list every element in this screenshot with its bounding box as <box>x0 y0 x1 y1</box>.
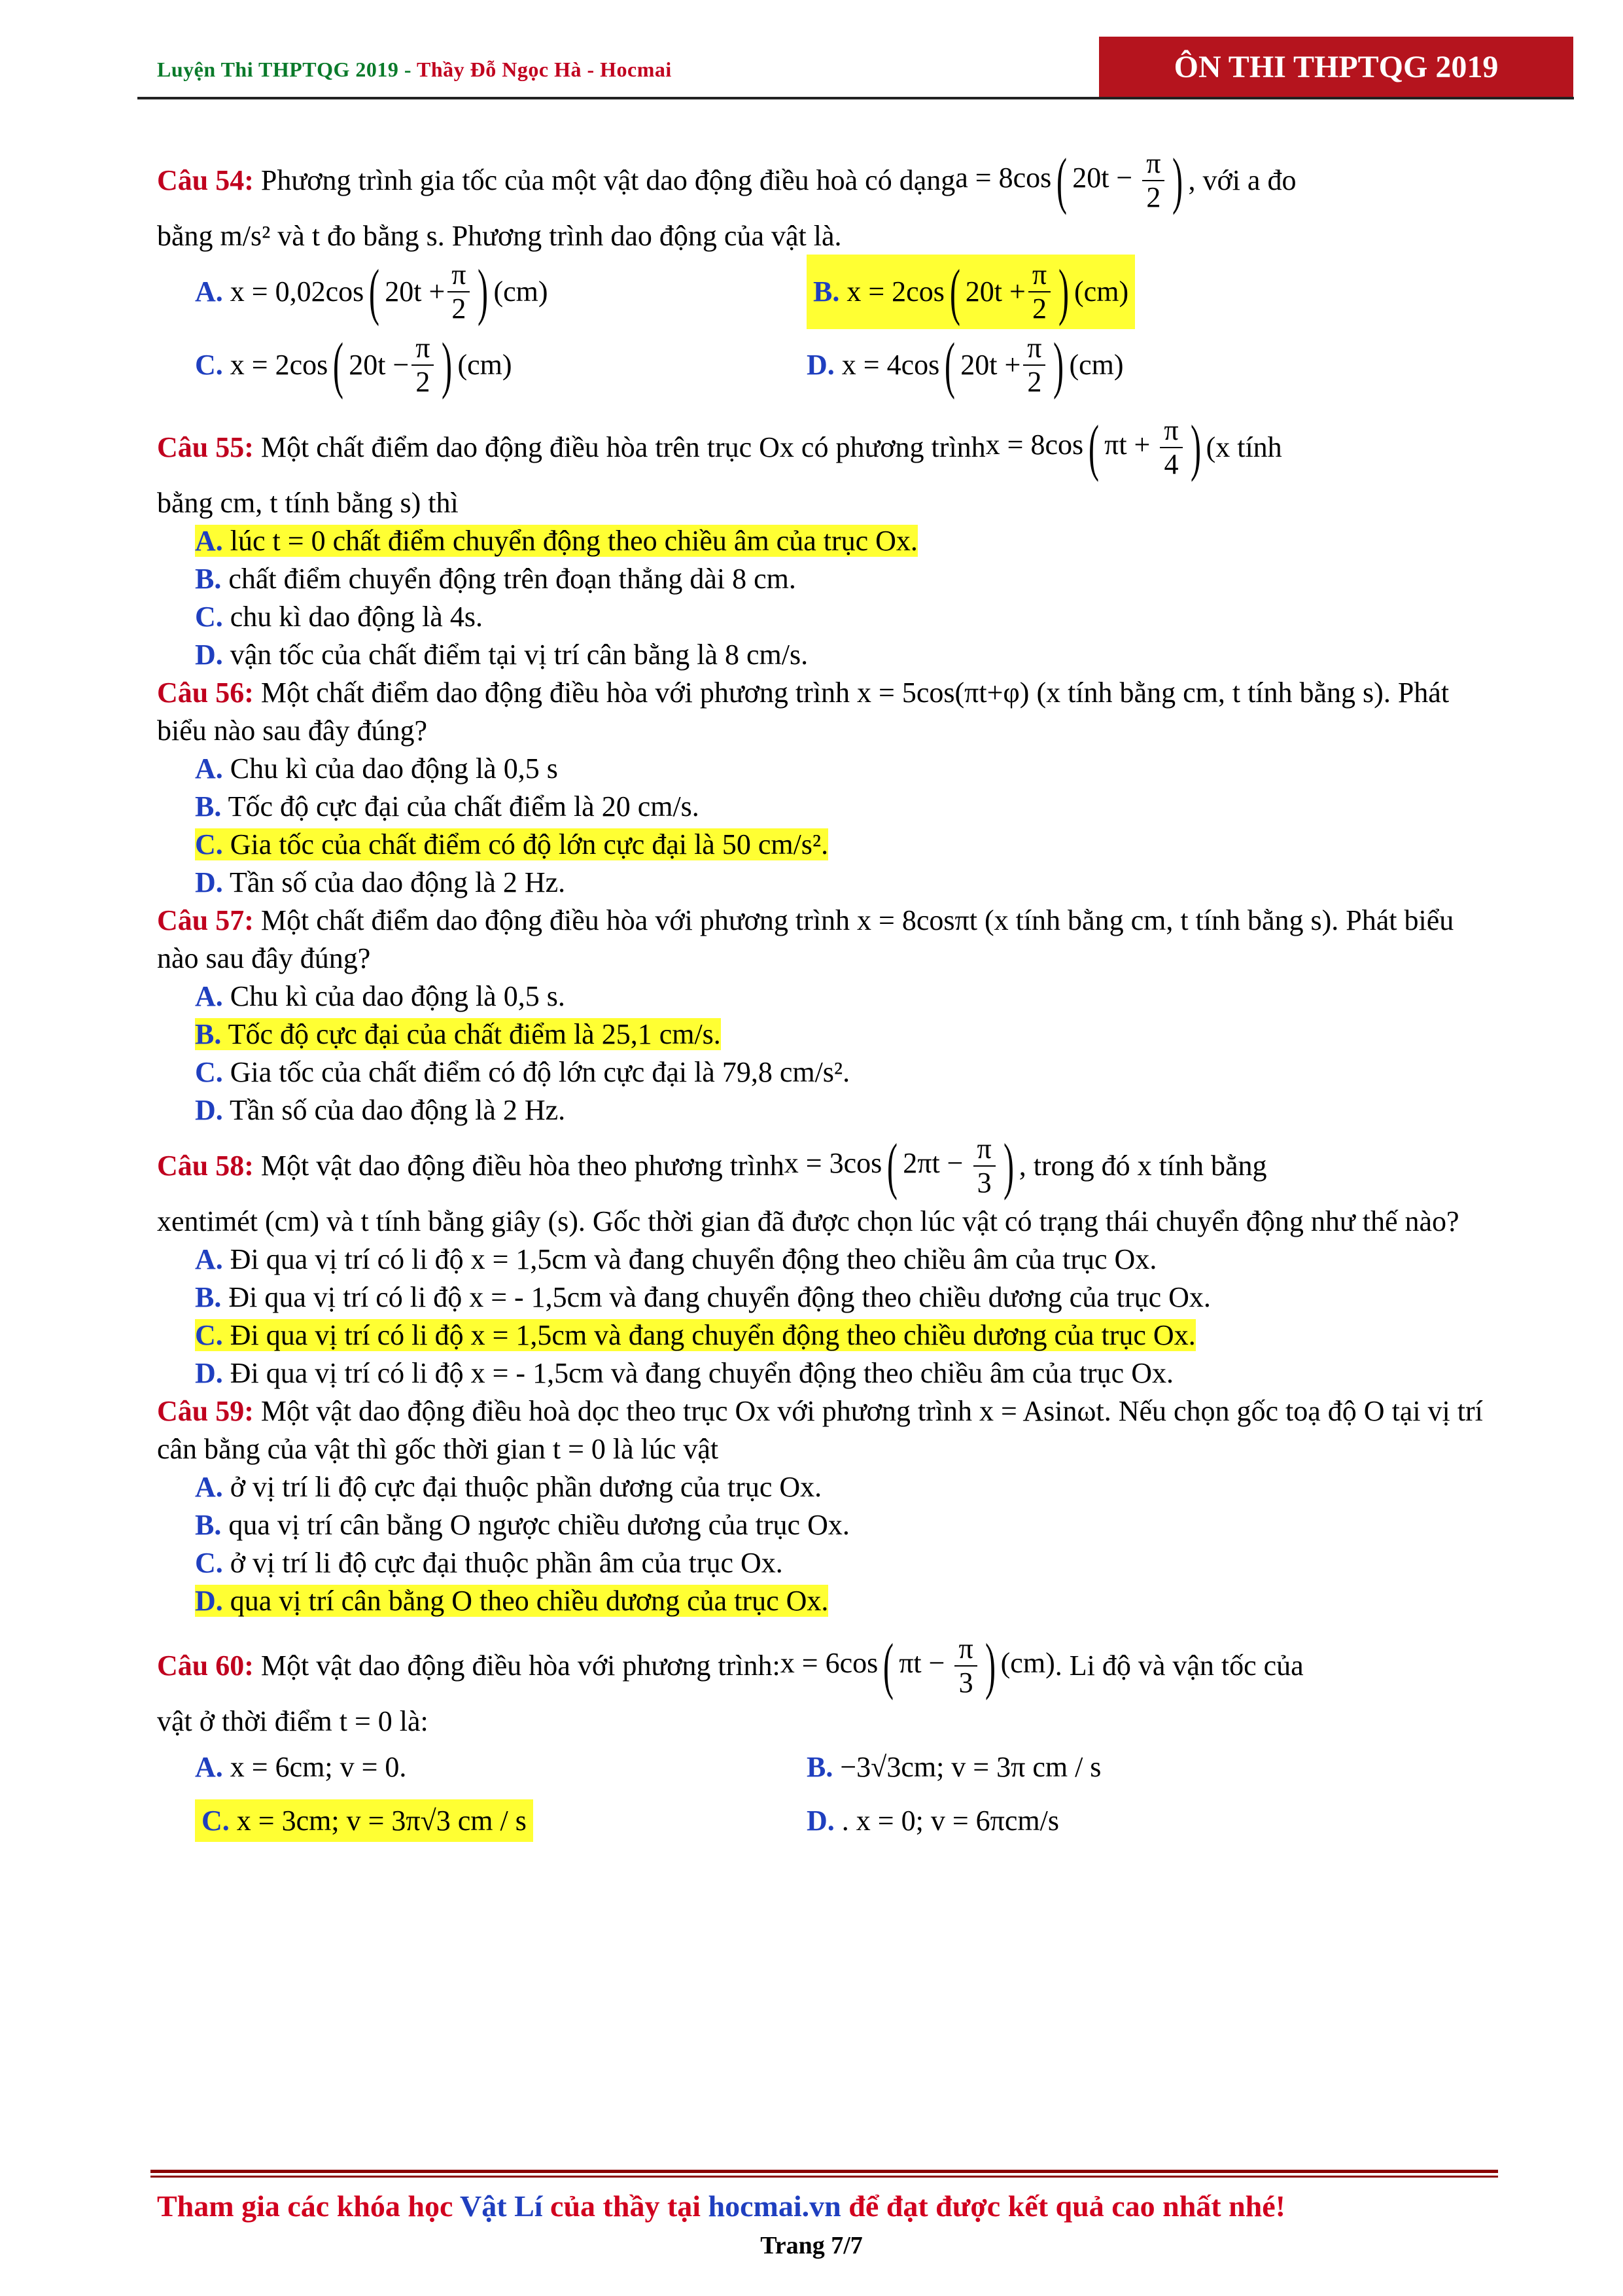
option-d <box>195 1582 1498 1620</box>
question-text-line2: vật ở thời điểm t = 0 là: <box>157 1705 428 1737</box>
option-label: C. <box>195 1547 223 1579</box>
option-label: C. <box>195 1319 223 1351</box>
option-text: Đi qua vị trí có li độ x = - 1,5cm và đang chuyển động theo chiều dương của trục Ox. <box>221 1281 1211 1313</box>
option-label: A. <box>195 980 223 1012</box>
option-label: D. <box>195 639 223 671</box>
fraction-num: π <box>1142 147 1164 181</box>
option-text: chu kì dao động là 4s. <box>222 601 483 633</box>
header-left <box>157 58 672 82</box>
fraction <box>447 258 470 325</box>
eq-part: 2πt − <box>903 1147 971 1180</box>
eq-part: x = 3cos <box>784 1147 882 1180</box>
fraction-num: π <box>1023 332 1045 366</box>
paren-open: ( <box>887 1131 898 1201</box>
eq-part: 20t + <box>965 275 1026 308</box>
paren-close: ) <box>1172 145 1183 215</box>
paren-open: ( <box>1089 412 1100 482</box>
option-label: D. <box>807 349 835 381</box>
fraction <box>411 332 434 398</box>
fraction-num: π <box>954 1633 977 1667</box>
question-59 <box>157 1392 1498 1468</box>
eq-part: 20t + <box>385 275 445 308</box>
question-56 <box>157 674 1498 750</box>
option-text: ở vị trí li độ cực đại thuộc phần âm của trục Ox. <box>222 1547 783 1579</box>
option-a <box>195 522 1498 560</box>
option-text: Đi qua vị trí có li độ x = 1,5cm và đang chuyển động theo chiều âm của trục Ox. <box>222 1243 1157 1275</box>
paren-open: ( <box>1056 145 1068 215</box>
option-label: D. <box>195 1357 223 1389</box>
option-b <box>195 1016 1498 1053</box>
header-divider <box>137 97 1574 99</box>
header-teacher: Thầy Đỗ Ngọc Hà <box>417 58 582 81</box>
option-text: Chu kì của dao động là 0,5 s <box>222 752 558 785</box>
option-label: B. <box>195 1509 222 1541</box>
eq-part: x = 0,02cos <box>230 275 364 308</box>
option-label: A. <box>195 1471 223 1503</box>
option-c <box>195 328 807 402</box>
footer-text: của thầy tại <box>542 2189 708 2223</box>
paren-close: ) <box>478 256 489 327</box>
option-text: Tốc độ cực đại của chất điểm là 25,1 cm/s. <box>221 1018 721 1050</box>
fraction-den: 2 <box>1027 366 1042 398</box>
eq-part: (cm) <box>1074 275 1129 308</box>
footer-link[interactable]: hocmai.vn <box>708 2189 841 2223</box>
question-text-tail: . Li độ và vận tốc của <box>1055 1650 1304 1682</box>
eq-part: 20t − <box>349 349 410 381</box>
option-text: x = 3cm; v = 3π√3 cm / s <box>229 1805 527 1837</box>
fraction-num: π <box>1160 414 1182 448</box>
question-label: Câu 55: <box>157 431 254 463</box>
footer-divider <box>150 2176 1498 2178</box>
option-label: A. <box>195 752 223 785</box>
question-text-tail: , trong đó x tính bằng <box>1019 1150 1267 1182</box>
eq-part: x = 4cos <box>841 349 940 381</box>
fraction-num: π <box>1028 258 1051 292</box>
question-label: Câu 58: <box>157 1150 254 1182</box>
eq-part: a = 8cos <box>955 162 1052 194</box>
option-a <box>195 1468 1498 1506</box>
header-site: - Hocmai <box>581 58 672 81</box>
paren-open: ( <box>883 1631 894 1701</box>
paren-close: ) <box>1053 330 1064 400</box>
question-60 <box>157 1629 1498 1703</box>
option-label: A. <box>195 1243 223 1275</box>
page-number: Trang 7/7 <box>760 2232 863 2259</box>
fraction-num: π <box>411 332 434 366</box>
option-b <box>807 255 1418 328</box>
option-text: . x = 0; v = 6πcm/s <box>834 1805 1059 1837</box>
question-text-tail: , với a đo <box>1188 164 1297 196</box>
question-text-line2: bằng cm, t tính bằng s) thì <box>157 487 459 519</box>
question-text: Một chất điểm dao động điều hòa với phương trình x = 5cos(πt+φ) (x tính bằng cm, t tính bằng s). Phát biểu nào sau đây đúng? <box>157 677 1450 747</box>
question-54 <box>157 144 1498 217</box>
fraction-num: π <box>973 1133 996 1167</box>
fraction-den: 2 <box>1146 181 1161 213</box>
paren-open: ( <box>369 256 380 327</box>
option-label: C. <box>195 828 223 860</box>
option-text: x = 6cm; v = 0. <box>222 1751 407 1783</box>
eq-part: πt − <box>899 1647 952 1680</box>
eq-part: x = 6cos <box>780 1647 879 1680</box>
option-d <box>195 1354 1498 1392</box>
option-d <box>195 1091 1498 1129</box>
option-label: B. <box>195 1281 222 1313</box>
fraction-den: 2 <box>415 366 430 398</box>
option-text: chất điểm chuyển động trên đoạn thẳng dài 8 cm. <box>221 563 796 595</box>
question-55 <box>157 411 1498 484</box>
question-list <box>157 144 1498 1840</box>
question-text: Một vật dao động điều hòa theo phương trình <box>253 1150 784 1182</box>
question-text-line2: bằng m/s² và t đo bằng s. Phương trình dao động của vật là. <box>157 220 842 252</box>
fraction <box>1160 414 1182 481</box>
option-b <box>195 1279 1498 1316</box>
option-label: A. <box>195 1751 223 1783</box>
option-c <box>195 1544 1498 1582</box>
question-label: Câu 60: <box>157 1650 254 1682</box>
footer-subject: Vật Lí <box>460 2189 543 2223</box>
question-label: Câu 54: <box>157 164 254 196</box>
question-label: Câu 57: <box>157 904 254 936</box>
footer-text: Tham gia các khóa học <box>157 2189 461 2223</box>
option-label: A. <box>195 525 223 557</box>
option-label: B. <box>813 275 840 308</box>
header-course: Luyện Thi THPTQG 2019 - <box>157 58 417 81</box>
question-text: Một vật dao động điều hòa với phương trình: <box>253 1650 780 1682</box>
question-label: Câu 56: <box>157 677 254 709</box>
paren-open: ( <box>333 330 344 400</box>
option-label: D. <box>195 866 223 898</box>
option-d <box>807 1802 1418 1840</box>
option-label: D. <box>807 1805 835 1837</box>
option-text: Tần số của dao động là 2 Hz. <box>222 866 566 898</box>
equation <box>986 414 1206 481</box>
footer-divider <box>150 2170 1498 2173</box>
option-d <box>195 864 1498 902</box>
option-text: qua vị trí cân bằng O ngược chiều dương của trục Ox. <box>221 1509 850 1541</box>
options-row <box>195 1748 1498 1786</box>
header-title-box: ÔN THI THPTQG 2019 <box>1099 37 1573 97</box>
question-text: Một chất điểm dao động điều hòa với phương trình x = 8cosπt (x tính bằng cm, t tính bằng s). Phát biểu nào sau đây đúng? <box>157 904 1454 974</box>
paren-open: ( <box>949 256 960 327</box>
eq-part: (cm) <box>457 349 512 381</box>
fraction <box>954 1633 977 1699</box>
option-label: D. <box>195 1094 223 1126</box>
option-label: C. <box>201 1805 230 1837</box>
option-text: vận tốc của chất điểm tại vị trí cân bằng là 8 cm/s. <box>222 639 809 671</box>
option-label: B. <box>195 1018 222 1050</box>
paren-close: ) <box>1058 256 1070 327</box>
option-c <box>195 598 1498 636</box>
options-row <box>195 255 1498 328</box>
question-text-tail: (x tính <box>1206 431 1282 463</box>
eq-part: x = 2cos <box>230 349 328 381</box>
eq-part: x = 2cos <box>846 275 945 308</box>
option-d <box>195 636 1498 674</box>
question-57 <box>157 902 1498 978</box>
fraction-num: π <box>447 258 470 292</box>
fraction-den: 2 <box>451 292 466 325</box>
option-d <box>807 328 1418 402</box>
equation <box>784 1133 1019 1199</box>
fraction-den: 2 <box>1032 292 1047 325</box>
option-label: A. <box>195 275 223 308</box>
option-a <box>195 750 1498 788</box>
question-58 <box>157 1129 1498 1203</box>
eq-part: (cm) <box>493 275 548 308</box>
options-row <box>195 328 1498 402</box>
option-text: Tốc độ cực đại của chất điểm là 20 cm/s. <box>221 790 699 822</box>
option-c <box>195 1802 807 1840</box>
eq-part: 20t + <box>960 349 1021 381</box>
fraction-den: 3 <box>977 1167 992 1199</box>
options-row <box>195 1802 1498 1840</box>
eq-part: πt + <box>1104 429 1158 461</box>
option-c <box>195 1053 1498 1091</box>
question-text-line2: xentimét (cm) và t tính bằng giây (s). Gốc thời gian đã được chọn lúc vật có trạng thái chuyển động như thế nào? <box>157 1205 1459 1237</box>
option-text: −3√3cm; v = 3π cm / s <box>833 1751 1102 1783</box>
question-label: Câu 59: <box>157 1395 254 1427</box>
question-text: Một vật dao động điều hoà dọc theo trục Ox với phương trình x = Asinωt. Nếu chọn gốc toạ độ O tại vị trí cân bằng của vật thì gốc thời gian t = 0 là lúc vật <box>157 1395 1483 1465</box>
option-c <box>195 826 1498 864</box>
equation <box>955 147 1188 214</box>
option-b <box>807 1748 1418 1786</box>
question-text: Một chất điểm dao động điều hòa trên trục Ox có phương trình <box>253 431 986 463</box>
fraction <box>1028 258 1051 325</box>
eq-part: (cm) <box>1000 1647 1055 1680</box>
option-text: Đi qua vị trí có li độ x = 1,5cm và đang chuyển động theo chiều dương của trục Ox. <box>222 1319 1196 1351</box>
option-text: qua vị trí cân bằng O theo chiều dương của trục Ox. <box>222 1585 829 1617</box>
option-text: Gia tốc của chất điểm có độ lớn cực đại là 79,8 cm/s². <box>222 1056 850 1088</box>
paren-close: ) <box>1190 412 1201 482</box>
paren-close: ) <box>985 1631 996 1701</box>
option-text: Gia tốc của chất điểm có độ lớn cực đại là 50 cm/s². <box>222 828 829 860</box>
fraction-den: 4 <box>1164 448 1179 480</box>
eq-part: x = 8cos <box>985 429 1084 461</box>
option-text: ở vị trí li độ cực đại thuộc phần dương của trục Ox. <box>222 1471 822 1503</box>
fraction <box>973 1133 996 1199</box>
option-text: Chu kì của dao động là 0,5 s. <box>222 980 565 1012</box>
option-b <box>195 1506 1498 1544</box>
option-a <box>195 1241 1498 1279</box>
option-c <box>195 1316 1498 1354</box>
fraction <box>1142 147 1164 214</box>
option-a <box>195 1748 807 1786</box>
equation <box>780 1633 1055 1699</box>
footer-promo <box>157 2189 1498 2223</box>
option-label: B. <box>807 1751 833 1783</box>
eq-part: (cm) <box>1069 349 1124 381</box>
option-b <box>195 788 1498 826</box>
fraction-den: 3 <box>958 1667 973 1699</box>
question-text: Phương trình gia tốc của một vật dao động điều hoà có dạng <box>253 164 956 196</box>
option-label: D. <box>195 1585 223 1617</box>
option-label: C. <box>195 1056 223 1088</box>
option-a <box>195 255 807 328</box>
option-a <box>195 978 1498 1016</box>
paren-close: ) <box>442 330 453 400</box>
paren-open: ( <box>945 330 956 400</box>
option-text: Đi qua vị trí có li độ x = - 1,5cm và đang chuyển động theo chiều âm của trục Ox. <box>222 1357 1174 1389</box>
option-text: lúc t = 0 chất điểm chuyển động theo chiều âm của trục Ox. <box>222 525 918 557</box>
option-label: C. <box>195 601 223 633</box>
option-label: C. <box>195 349 223 381</box>
fraction <box>1023 332 1045 398</box>
option-label: B. <box>195 563 222 595</box>
footer-text: để đạt được kết quả cao nhất nhé! <box>841 2189 1285 2223</box>
option-b <box>195 560 1498 598</box>
option-text: Tần số của dao động là 2 Hz. <box>222 1094 566 1126</box>
paren-close: ) <box>1003 1131 1014 1201</box>
option-label: B. <box>195 790 222 822</box>
eq-part: 20t − <box>1072 162 1140 194</box>
